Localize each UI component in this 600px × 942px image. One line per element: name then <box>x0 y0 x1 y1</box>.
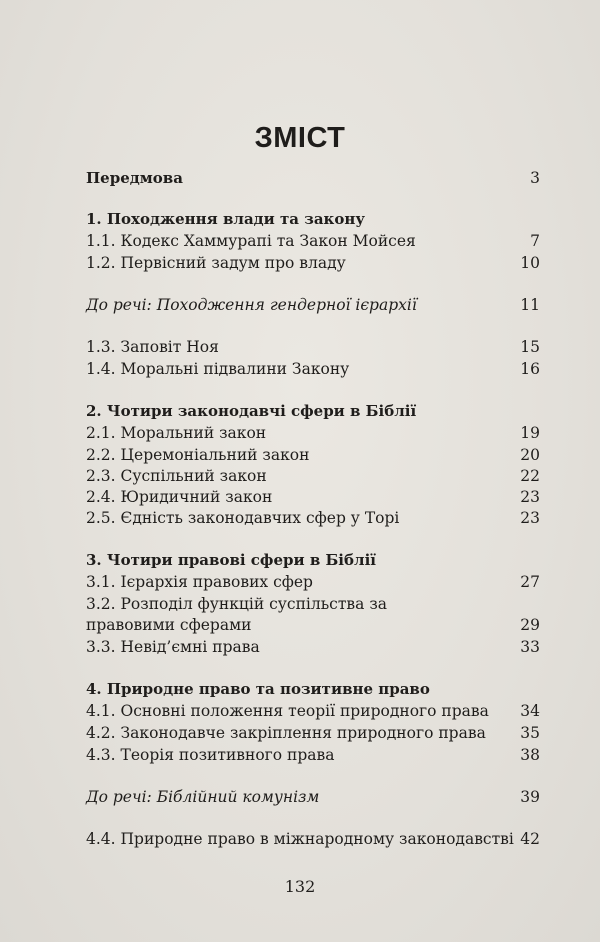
toc-entry-title: 3.1. Ієрархія правових сфер <box>86 573 313 591</box>
toc-entry-title: 2.3. Суспільний закон <box>86 467 267 485</box>
toc-entry-title: 2.4. Юридичний закон <box>86 488 273 506</box>
toc-entry-page: 27 <box>520 573 540 591</box>
page-number: 132 <box>284 877 316 896</box>
toc-entry-page: 20 <box>520 446 540 464</box>
toc-entry-page: 35 <box>520 724 540 742</box>
toc-entry-page: 10 <box>520 254 540 272</box>
toc-entry-page: 19 <box>520 424 540 442</box>
toc-entry-page: 11 <box>520 296 540 314</box>
toc-entry-title: 4.1. Основні положення теорії природного права <box>86 702 489 720</box>
toc-entry-page: 29 <box>520 616 540 634</box>
toc-entry-title: 4. Природне право та позитивне право <box>86 680 430 698</box>
toc-entry-page: 3 <box>530 169 540 187</box>
toc-entry-title: 3.2. Розподіл функцій суспільства за <box>86 595 388 613</box>
toc-entry-page: 42 <box>520 830 540 848</box>
toc-entry-title: 1.2. Первісний задум про владу <box>86 254 346 272</box>
toc-entry-page: 33 <box>520 638 540 656</box>
toc-entry-title: 1.4. Моральні підвалини Закону <box>86 360 350 378</box>
toc-entry-title: 4.2. Законодавче закріплення природного права <box>86 724 486 742</box>
toc-entry-title: 2.5. Єдність законодавчих сфер у Торі <box>86 509 400 527</box>
toc-entry-title: 1. Походження влади та закону <box>86 210 365 228</box>
toc-entry-title: 3. Чотири правові сфери в Біблії <box>86 551 376 569</box>
toc-entry-page: 23 <box>520 509 540 527</box>
toc-entry-page: 22 <box>520 467 540 485</box>
toc-entry-title: До речі: Біблійний комунізм <box>86 788 320 806</box>
toc-entry-title: 2.2. Церемоніальний закон <box>86 446 310 464</box>
toc-entry-page: 23 <box>520 488 540 506</box>
toc-entry-title: 4.3. Теорія позитивного права <box>86 746 335 764</box>
toc-entry-page: 39 <box>520 788 540 806</box>
toc-entry-title: правовими сферами <box>86 616 252 634</box>
toc-entry-title: 4.4. Природне право в міжнародному законодавстві <box>86 830 514 848</box>
page-title: ЗМІСТ <box>254 122 346 154</box>
toc-entry-title: 1.1. Кодекс Хаммурапі та Закон Мойсея <box>86 232 416 250</box>
toc-entry-title: 1.3. Заповіт Ноя <box>86 338 219 356</box>
toc-entry-page: 7 <box>530 232 540 250</box>
toc-entry-page: 16 <box>520 360 540 378</box>
toc-entry-title: 3.3. Невід’ємні права <box>86 638 260 656</box>
toc-entry-page: 38 <box>520 746 540 764</box>
toc-entry-title: До речі: Походження гендерної ієрархії <box>86 296 417 314</box>
toc-entry-title: Передмова <box>86 169 183 187</box>
toc-entry-title: 2.1. Моральний закон <box>86 424 267 442</box>
toc-entry-page: 34 <box>520 702 540 720</box>
toc-entry-title: 2. Чотири законодавчі сфери в Біблії <box>86 402 417 420</box>
toc-entry-page: 15 <box>520 338 540 356</box>
